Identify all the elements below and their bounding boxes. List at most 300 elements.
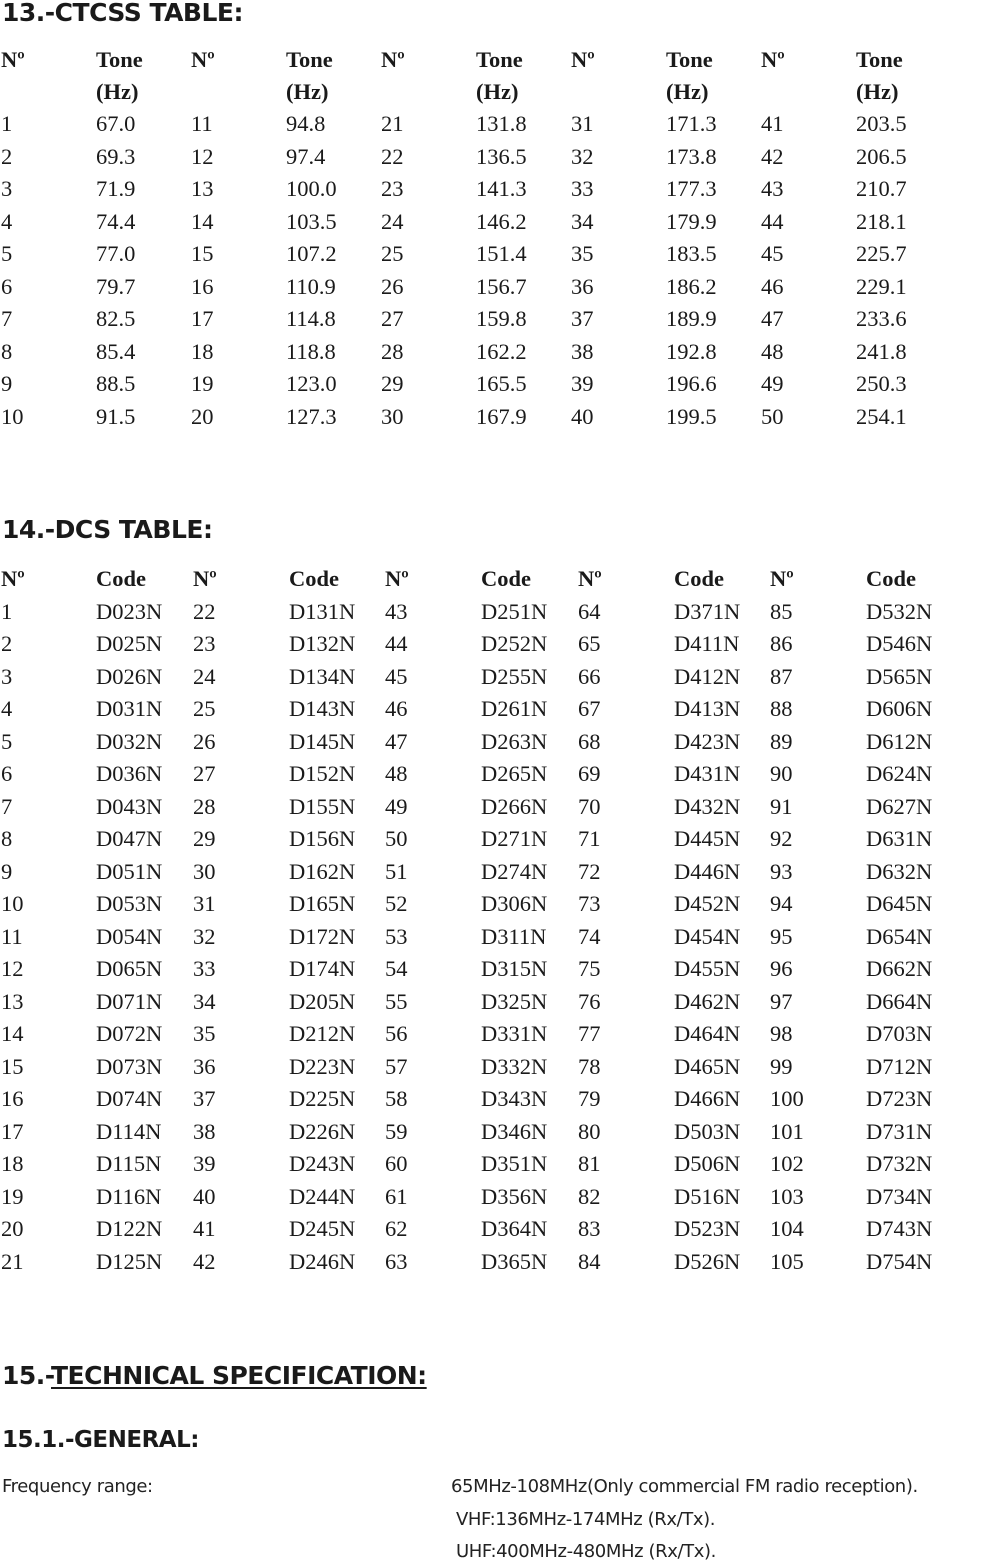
dcs-code-cell: D162N [289, 858, 356, 884]
dcs-row [1, 921, 966, 954]
ctcss-tone-cell: 203.5 [856, 111, 907, 137]
dcs-number-cell: 62 [385, 1216, 408, 1242]
general-title: 15.1.-GENERAL: [2, 1427, 199, 1453]
ctcss-number-cell: 42 [761, 143, 784, 169]
dcs-code-cell: D346N [481, 1118, 548, 1144]
dcs-number-cell: 17 [1, 1118, 24, 1144]
ctcss-number-cell: 5 [1, 241, 13, 267]
dcs-number-cell: 2 [1, 631, 13, 657]
dcs-code-cell: D073N [96, 1053, 163, 1079]
dcs-code-cell: D212N [289, 1021, 356, 1047]
ctcss-tone-cell: 146.2 [476, 208, 527, 234]
ctcss-number-cell: 15 [191, 241, 214, 267]
ctcss-tone-cell: 131.8 [476, 111, 527, 137]
ctcss-number-cell: 19 [191, 371, 214, 397]
ctcss-number-cell: 48 [761, 338, 784, 364]
ctcss-tone-cell: 118.8 [286, 338, 336, 364]
ctcss-tone-cell: 123.0 [286, 371, 337, 397]
dcs-number-cell: 103 [770, 1183, 804, 1209]
dcs-number-cell: 44 [385, 631, 408, 657]
ctcss-tone-cell: 162.2 [476, 338, 527, 364]
dcs-number-cell: 75 [578, 956, 601, 982]
dcs-number-cell: 104 [770, 1216, 804, 1242]
dcs-code-cell: D271N [481, 826, 548, 852]
ctcss-tone-cell: 250.3 [856, 371, 907, 397]
ctcss-number-cell: 50 [761, 403, 784, 429]
dcs-code-cell: D632N [866, 858, 933, 884]
dcs-header-code: Code [289, 566, 339, 592]
dcs-number-cell: 45 [385, 663, 408, 689]
dcs-number-cell: 43 [385, 598, 408, 624]
dcs-code-cell: D223N [289, 1053, 356, 1079]
dcs-row [1, 726, 966, 759]
ctcss-table-body [1, 108, 951, 433]
dcs-code-cell: D132N [289, 631, 356, 657]
dcs-code-cell: D023N [96, 598, 163, 624]
dcs-number-cell: 42 [193, 1248, 216, 1274]
ctcss-tone-cell: 107.2 [286, 241, 337, 267]
dcs-number-cell: 14 [1, 1021, 24, 1047]
dcs-number-cell: 28 [193, 793, 216, 819]
ctcss-row [1, 368, 951, 401]
dcs-code-cell: D332N [481, 1053, 548, 1079]
dcs-number-cell: 61 [385, 1183, 408, 1209]
dcs-code-cell: D532N [866, 598, 933, 624]
dcs-code-cell: D723N [866, 1086, 933, 1112]
dcs-code-cell: D065N [96, 956, 163, 982]
ctcss-tone-cell: 165.5 [476, 371, 527, 397]
dcs-number-cell: 33 [193, 956, 216, 982]
dcs-number-cell: 81 [578, 1151, 601, 1177]
dcs-code-cell: D423N [674, 728, 741, 754]
dcs-number-cell: 6 [1, 761, 13, 787]
dcs-number-cell: 5 [1, 728, 13, 754]
ctcss-tone-cell: 254.1 [856, 403, 907, 429]
dcs-number-cell: 54 [385, 956, 408, 982]
ctcss-number-cell: 7 [1, 306, 13, 332]
dcs-code-cell: D226N [289, 1118, 356, 1144]
ctcss-number-cell: 2 [1, 143, 13, 169]
ctcss-number-cell: 4 [1, 208, 13, 234]
dcs-code-cell: D122N [96, 1216, 163, 1242]
dcs-table-body [1, 596, 966, 1279]
ctcss-tone-cell: 192.8 [666, 338, 717, 364]
dcs-code-cell: D516N [674, 1183, 741, 1209]
ctcss-number-cell: 31 [571, 111, 594, 137]
ctcss-header-tone-unit: (Hz) [286, 79, 329, 104]
dcs-code-cell: D026N [96, 663, 163, 689]
dcs-number-cell: 12 [1, 956, 24, 982]
ctcss-number-cell: 9 [1, 371, 13, 397]
dcs-number-cell: 29 [193, 826, 216, 852]
ctcss-number-cell: 38 [571, 338, 594, 364]
dcs-number-cell: 64 [578, 598, 601, 624]
dcs-code-cell: D624N [866, 761, 933, 787]
ctcss-header-no: Nº [1, 47, 25, 72]
dcs-code-cell: D462N [674, 988, 741, 1014]
ctcss-number-cell: 36 [571, 273, 594, 299]
dcs-code-cell: D156N [289, 826, 356, 852]
ctcss-tone-cell: 91.5 [96, 403, 136, 429]
dcs-code-cell: D274N [481, 858, 548, 884]
ctcss-number-cell: 11 [191, 111, 213, 137]
dcs-code-cell: D251N [481, 598, 548, 624]
ctcss-tone-cell: 167.9 [476, 403, 527, 429]
dcs-number-cell: 96 [770, 956, 793, 982]
dcs-code-cell: D145N [289, 728, 356, 754]
ctcss-number-cell: 27 [381, 306, 404, 332]
ctcss-header-tone-label: Tone [476, 47, 523, 72]
dcs-number-cell: 82 [578, 1183, 601, 1209]
dcs-number-cell: 48 [385, 761, 408, 787]
ctcss-tone-cell: 151.4 [476, 241, 527, 267]
dcs-code-cell: D134N [289, 663, 356, 689]
ctcss-number-cell: 29 [381, 371, 404, 397]
dcs-row [1, 791, 966, 824]
ctcss-header-tone-unit: (Hz) [476, 79, 519, 104]
ctcss-tone-cell: 71.9 [96, 176, 136, 202]
dcs-code-cell: D731N [866, 1118, 933, 1144]
dcs-code-cell: D174N [289, 956, 356, 982]
dcs-number-cell: 63 [385, 1248, 408, 1274]
dcs-row [1, 596, 966, 629]
dcs-code-cell: D043N [96, 793, 163, 819]
ctcss-tone-cell: 156.7 [476, 273, 527, 299]
dcs-code-cell: D331N [481, 1021, 548, 1047]
dcs-header-no: Nº [770, 566, 794, 592]
ctcss-tone-cell: 210.7 [856, 176, 907, 202]
dcs-number-cell: 60 [385, 1151, 408, 1177]
dcs-number-cell: 37 [193, 1086, 216, 1112]
ctcss-row [1, 238, 951, 271]
dcs-code-cell: D054N [96, 923, 163, 949]
ctcss-number-cell: 34 [571, 208, 594, 234]
dcs-number-cell: 94 [770, 891, 793, 917]
dcs-row [1, 1181, 966, 1214]
dcs-header-row [1, 563, 966, 596]
ctcss-number-cell: 45 [761, 241, 784, 267]
ctcss-row [1, 303, 951, 336]
ctcss-tone-cell: 233.6 [856, 306, 907, 332]
ctcss-number-cell: 8 [1, 338, 13, 364]
dcs-header-no: Nº [1, 566, 25, 592]
dcs-number-cell: 23 [193, 631, 216, 657]
dcs-number-cell: 51 [385, 858, 408, 884]
dcs-code-cell: D734N [866, 1183, 933, 1209]
dcs-number-cell: 79 [578, 1086, 601, 1112]
dcs-code-cell: D266N [481, 793, 548, 819]
ctcss-header-tone [856, 44, 951, 108]
ctcss-row [1, 401, 951, 434]
dcs-number-cell: 100 [770, 1086, 804, 1112]
ctcss-header-tone [96, 44, 191, 108]
ctcss-number-cell: 16 [191, 273, 214, 299]
dcs-number-cell: 70 [578, 793, 601, 819]
dcs-code-cell: D446N [674, 858, 741, 884]
dcs-code-cell: D205N [289, 988, 356, 1014]
ctcss-header-tone [476, 44, 571, 108]
ctcss-header-tone-unit: (Hz) [666, 79, 709, 104]
dcs-number-cell: 71 [578, 826, 601, 852]
dcs-code-cell: D031N [96, 696, 163, 722]
dcs-row [1, 661, 966, 694]
dcs-number-cell: 40 [193, 1183, 216, 1209]
dcs-code-cell: D131N [289, 598, 356, 624]
dcs-number-cell: 26 [193, 728, 216, 754]
dcs-number-cell: 38 [193, 1118, 216, 1144]
dcs-code-cell: D143N [289, 696, 356, 722]
dcs-code-cell: D526N [674, 1248, 741, 1274]
dcs-header-code: Code [481, 566, 531, 592]
dcs-number-cell: 35 [193, 1021, 216, 1047]
ctcss-header-tone-label: Tone [666, 47, 713, 72]
ctcss-tone-cell: 100.0 [286, 176, 337, 202]
dcs-row [1, 823, 966, 856]
dcs-code-cell: D172N [289, 923, 356, 949]
dcs-number-cell: 49 [385, 793, 408, 819]
ctcss-number-cell: 12 [191, 143, 214, 169]
dcs-number-cell: 11 [1, 923, 23, 949]
dcs-number-cell: 52 [385, 891, 408, 917]
dcs-code-cell: D252N [481, 631, 548, 657]
ctcss-number-cell: 6 [1, 273, 13, 299]
dcs-number-cell: 76 [578, 988, 601, 1014]
ctcss-header-no: Nº [381, 47, 405, 72]
dcs-number-cell: 72 [578, 858, 601, 884]
dcs-number-cell: 50 [385, 826, 408, 852]
dcs-number-cell: 53 [385, 923, 408, 949]
dcs-number-cell: 78 [578, 1053, 601, 1079]
ctcss-row [1, 336, 951, 369]
dcs-code-cell: D265N [481, 761, 548, 787]
dcs-number-cell: 58 [385, 1086, 408, 1112]
dcs-number-cell: 88 [770, 696, 793, 722]
ctcss-number-cell: 47 [761, 306, 784, 332]
dcs-number-cell: 57 [385, 1053, 408, 1079]
ctcss-number-cell: 39 [571, 371, 594, 397]
ctcss-tone-cell: 136.5 [476, 143, 527, 169]
ctcss-number-cell: 13 [191, 176, 214, 202]
dcs-number-cell: 86 [770, 631, 793, 657]
ctcss-tone-cell: 127.3 [286, 403, 337, 429]
dcs-row [1, 1246, 966, 1279]
ctcss-number-cell: 1 [1, 111, 13, 137]
ctcss-tone-cell: 88.5 [96, 371, 136, 397]
dcs-code-cell: D464N [674, 1021, 741, 1047]
dcs-code-cell: D114N [96, 1118, 162, 1144]
ctcss-tone-cell: 179.9 [666, 208, 717, 234]
dcs-title: 14.-DCS TABLE: [2, 515, 213, 544]
dcs-code-cell: D546N [866, 631, 933, 657]
dcs-code-cell: D245N [289, 1216, 356, 1242]
dcs-number-cell: 4 [1, 696, 13, 722]
frequency-range-uhf: UHF:400MHz-480MHz (Rx/Tx). [456, 1541, 716, 1562]
dcs-number-cell: 1 [1, 598, 13, 624]
dcs-number-cell: 77 [578, 1021, 601, 1047]
dcs-number-cell: 97 [770, 988, 793, 1014]
dcs-code-cell: D351N [481, 1151, 548, 1177]
dcs-number-cell: 18 [1, 1151, 24, 1177]
dcs-number-cell: 59 [385, 1118, 408, 1144]
dcs-header-no: Nº [193, 566, 217, 592]
dcs-code-cell: D306N [481, 891, 548, 917]
ctcss-number-cell: 14 [191, 208, 214, 234]
dcs-number-cell: 7 [1, 793, 13, 819]
ctcss-header-tone-unit: (Hz) [856, 79, 899, 104]
dcs-number-cell: 102 [770, 1151, 804, 1177]
dcs-number-cell: 89 [770, 728, 793, 754]
dcs-number-cell: 25 [193, 696, 216, 722]
ctcss-header-tone-label: Tone [856, 47, 903, 72]
dcs-code-cell: D703N [866, 1021, 933, 1047]
ctcss-number-cell: 22 [381, 143, 404, 169]
ctcss-header-tone [286, 44, 381, 108]
ctcss-row [1, 173, 951, 206]
dcs-code-cell: D466N [674, 1086, 741, 1112]
ctcss-tone-cell: 177.3 [666, 176, 717, 202]
dcs-code-cell: D243N [289, 1151, 356, 1177]
ctcss-row [1, 206, 951, 239]
ctcss-number-cell: 3 [1, 176, 13, 202]
ctcss-number-cell: 18 [191, 338, 214, 364]
dcs-table [1, 563, 966, 1278]
dcs-code-cell: D413N [674, 696, 741, 722]
dcs-number-cell: 73 [578, 891, 601, 917]
dcs-number-cell: 3 [1, 663, 13, 689]
dcs-number-cell: 68 [578, 728, 601, 754]
ctcss-tone-cell: 189.9 [666, 306, 717, 332]
ctcss-header-row [1, 44, 951, 108]
ctcss-tone-cell: 77.0 [96, 241, 136, 267]
dcs-row [1, 1018, 966, 1051]
dcs-header-no: Nº [385, 566, 409, 592]
dcs-code-cell: D452N [674, 891, 741, 917]
ctcss-tone-cell: 159.8 [476, 306, 527, 332]
dcs-row [1, 856, 966, 889]
dcs-row [1, 888, 966, 921]
dcs-code-cell: D244N [289, 1183, 356, 1209]
ctcss-tone-cell: 94.8 [286, 111, 326, 137]
dcs-row [1, 1148, 966, 1181]
dcs-number-cell: 85 [770, 598, 793, 624]
tech-spec-title-text: TECHNICAL SPECIFICATION: [51, 1361, 427, 1390]
dcs-code-cell: D432N [674, 793, 741, 819]
ctcss-header-tone-label: Tone [96, 47, 143, 72]
dcs-row [1, 1083, 966, 1116]
dcs-code-cell: D662N [866, 956, 933, 982]
dcs-code-cell: D155N [289, 793, 356, 819]
ctcss-row [1, 271, 951, 304]
dcs-number-cell: 20 [1, 1216, 24, 1242]
dcs-number-cell: 34 [193, 988, 216, 1014]
dcs-number-cell: 41 [193, 1216, 216, 1242]
dcs-number-cell: 36 [193, 1053, 216, 1079]
ctcss-tone-cell: 218.1 [856, 208, 907, 234]
ctcss-number-cell: 10 [1, 403, 24, 429]
dcs-code-cell: D311N [481, 923, 547, 949]
dcs-number-cell: 101 [770, 1118, 804, 1144]
dcs-row [1, 1213, 966, 1246]
dcs-code-cell: D565N [866, 663, 933, 689]
dcs-code-cell: D125N [96, 1248, 163, 1274]
ctcss-tone-cell: 173.8 [666, 143, 717, 169]
ctcss-header-no: Nº [571, 47, 595, 72]
tech-spec-title-number: 15.- [2, 1361, 51, 1390]
dcs-number-cell: 67 [578, 696, 601, 722]
dcs-row [1, 953, 966, 986]
ctcss-number-cell: 23 [381, 176, 404, 202]
ctcss-number-cell: 28 [381, 338, 404, 364]
ctcss-tone-cell: 196.6 [666, 371, 717, 397]
dcs-code-cell: D664N [866, 988, 933, 1014]
dcs-number-cell: 21 [1, 1248, 24, 1274]
dcs-code-cell: D523N [674, 1216, 741, 1242]
ctcss-number-cell: 25 [381, 241, 404, 267]
dcs-code-cell: D612N [866, 728, 933, 754]
ctcss-tone-cell: 74.4 [96, 208, 136, 234]
ctcss-row [1, 108, 951, 141]
dcs-number-cell: 92 [770, 826, 793, 852]
ctcss-tone-cell: 69.3 [96, 143, 136, 169]
dcs-code-cell: D246N [289, 1248, 356, 1274]
ctcss-number-cell: 32 [571, 143, 594, 169]
dcs-row [1, 1116, 966, 1149]
dcs-code-cell: D365N [481, 1248, 548, 1274]
dcs-number-cell: 31 [193, 891, 216, 917]
tech-spec-title [2, 1361, 427, 1391]
ctcss-number-cell: 43 [761, 176, 784, 202]
dcs-code-cell: D032N [96, 728, 163, 754]
dcs-row [1, 628, 966, 661]
dcs-code-cell: D225N [289, 1086, 356, 1112]
ctcss-tone-cell: 114.8 [286, 306, 336, 332]
ctcss-tone-cell: 225.7 [856, 241, 907, 267]
dcs-header-code: Code [96, 566, 146, 592]
dcs-code-cell: D325N [481, 988, 548, 1014]
dcs-header-code: Code [866, 566, 916, 592]
dcs-number-cell: 39 [193, 1151, 216, 1177]
dcs-code-cell: D074N [96, 1086, 163, 1112]
dcs-number-cell: 22 [193, 598, 216, 624]
dcs-code-cell: D465N [674, 1053, 741, 1079]
dcs-code-cell: D263N [481, 728, 548, 754]
dcs-code-cell: D071N [96, 988, 163, 1014]
dcs-code-cell: D412N [674, 663, 741, 689]
ctcss-tone-cell: 97.4 [286, 143, 326, 169]
dcs-number-cell: 10 [1, 891, 24, 917]
dcs-code-cell: D047N [96, 826, 163, 852]
ctcss-number-cell: 35 [571, 241, 594, 267]
dcs-number-cell: 98 [770, 1021, 793, 1047]
dcs-number-cell: 15 [1, 1053, 24, 1079]
dcs-number-cell: 90 [770, 761, 793, 787]
dcs-number-cell: 65 [578, 631, 601, 657]
dcs-code-cell: D116N [96, 1183, 162, 1209]
dcs-code-cell: D343N [481, 1086, 548, 1112]
dcs-code-cell: D455N [674, 956, 741, 982]
ctcss-number-cell: 41 [761, 111, 784, 137]
ctcss-number-cell: 33 [571, 176, 594, 202]
dcs-number-cell: 30 [193, 858, 216, 884]
ctcss-number-cell: 44 [761, 208, 784, 234]
dcs-code-cell: D754N [866, 1248, 933, 1274]
dcs-code-cell: D356N [481, 1183, 548, 1209]
ctcss-header-tone-unit: (Hz) [96, 79, 139, 104]
dcs-code-cell: D732N [866, 1151, 933, 1177]
dcs-number-cell: 66 [578, 663, 601, 689]
ctcss-tone-cell: 199.5 [666, 403, 717, 429]
dcs-code-cell: D411N [674, 631, 740, 657]
